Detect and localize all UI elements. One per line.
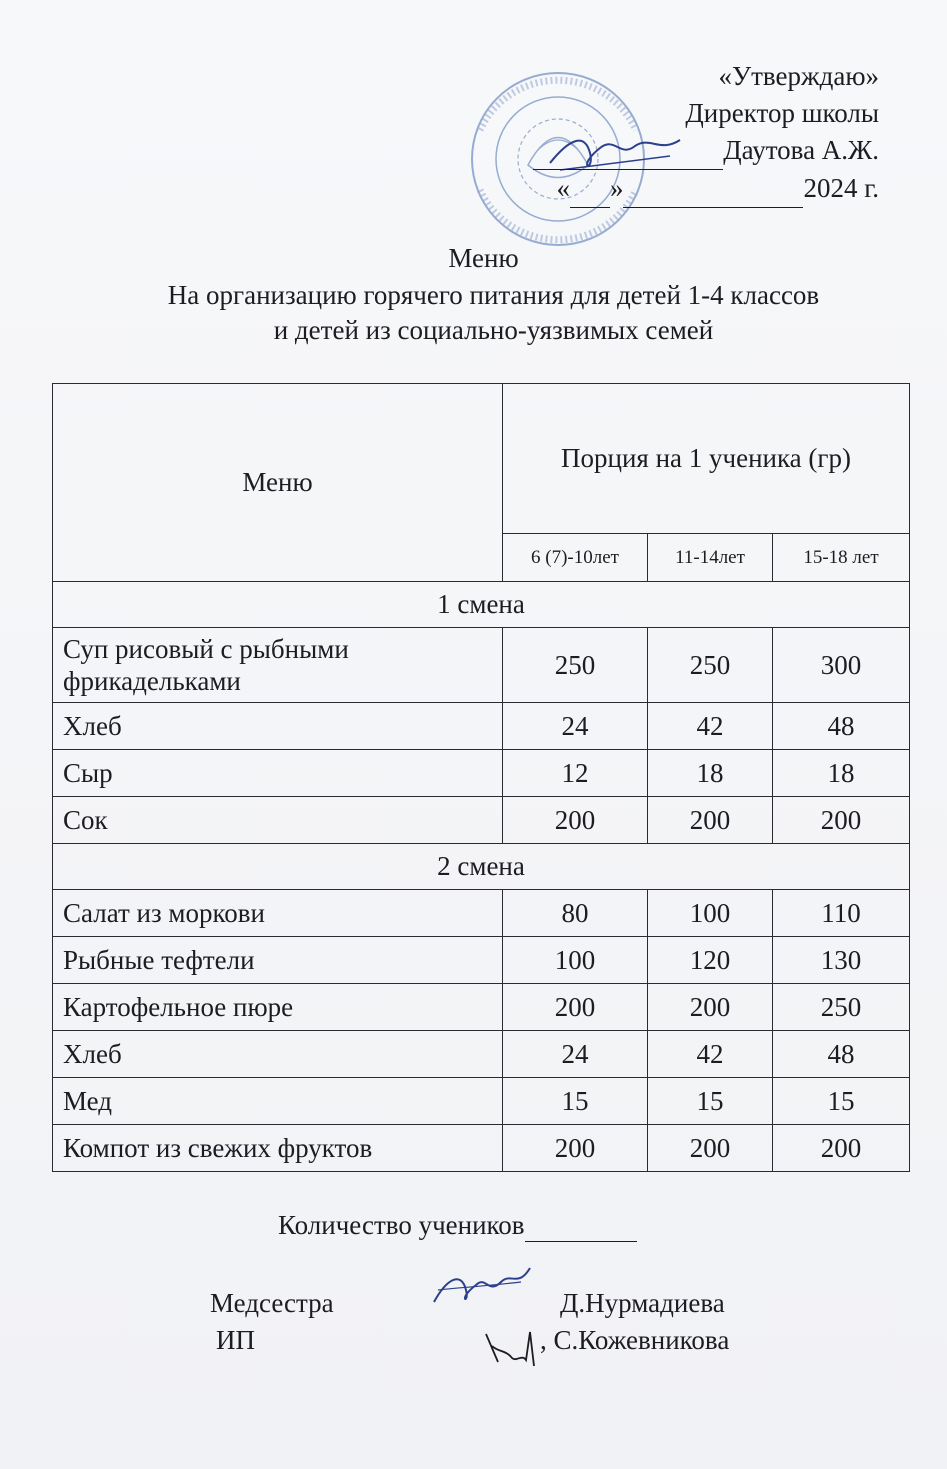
director-name-line xyxy=(533,132,879,170)
table-row xyxy=(53,937,910,984)
portion-value: 24 xyxy=(503,703,648,750)
table-row xyxy=(53,797,910,844)
portion-value: 250 xyxy=(648,628,773,703)
portion-value: 18 xyxy=(648,750,773,797)
approval-heading: «Утверждаю» xyxy=(718,61,879,91)
student-count-label: Количество учеников xyxy=(278,1210,525,1240)
nurse-name: Д.Нурмадиева xyxy=(560,1288,725,1318)
portion-value: 200 xyxy=(503,1125,648,1172)
table-row xyxy=(53,1031,910,1078)
table-row xyxy=(53,984,910,1031)
dish-name: Картофельное пюре xyxy=(53,984,503,1031)
dish-name: Мед xyxy=(53,1078,503,1125)
table-row xyxy=(53,1078,910,1125)
dish-name: Сыр xyxy=(53,750,503,797)
ip-name-line: , С.Кожевникова xyxy=(540,1325,730,1355)
portion-value: 42 xyxy=(648,703,773,750)
table-row xyxy=(53,890,910,937)
dish-name: Суп рисовый с рыбными фрикадельками xyxy=(53,628,503,703)
header-age-2: 11-14лет xyxy=(648,534,773,582)
portion-value: 200 xyxy=(648,1125,773,1172)
portion-value: 15 xyxy=(648,1078,773,1125)
director-name: Даутова А.Ж. xyxy=(723,135,879,165)
director-title: Директор школы xyxy=(685,98,879,128)
table-row xyxy=(53,1125,910,1172)
document-subtitle-1: На организацию горячего питания для детей 1-4 классов xyxy=(167,280,820,310)
shift-label: 1 смена xyxy=(53,582,910,628)
portion-value: 100 xyxy=(648,890,773,937)
student-count-line xyxy=(278,1210,637,1242)
approval-block xyxy=(533,58,879,208)
header-age-3: 15-18 лет xyxy=(773,534,910,582)
portion-value: 15 xyxy=(773,1078,910,1125)
portion-value: 48 xyxy=(773,1031,910,1078)
portion-value: 48 xyxy=(773,703,910,750)
menu-table xyxy=(52,383,910,1172)
portion-value: 12 xyxy=(503,750,648,797)
shift-label: 2 смена xyxy=(53,844,910,890)
portion-value: 100 xyxy=(503,937,648,984)
portion-value: 250 xyxy=(503,628,648,703)
portion-value: 120 xyxy=(648,937,773,984)
document-subtitle-2: и детей из социально-уязвимых семей xyxy=(273,315,714,345)
portion-value: 42 xyxy=(648,1031,773,1078)
dish-name: Салат из моркови xyxy=(53,890,503,937)
portion-value: 250 xyxy=(773,984,910,1031)
portion-value: 200 xyxy=(773,797,910,844)
header-age-1: 6 (7)-10лет xyxy=(503,534,648,582)
date-open-quote: « xyxy=(556,173,570,203)
ip-name: С.Кожевникова xyxy=(553,1325,730,1355)
portion-value: 200 xyxy=(503,797,648,844)
dish-name: Компот из свежих фруктов xyxy=(53,1125,503,1172)
portion-value: 200 xyxy=(773,1125,910,1172)
nurse-signature xyxy=(426,1260,536,1320)
ip-role: ИП xyxy=(216,1325,255,1355)
document-title: Меню xyxy=(448,243,519,273)
header-portion: Порция на 1 ученика (гр) xyxy=(503,384,910,534)
dish-name: Сок xyxy=(53,797,503,844)
dish-name: Рыбные тефтели xyxy=(53,937,503,984)
table-row xyxy=(53,703,910,750)
portion-value: 18 xyxy=(773,750,910,797)
approval-year: 2024 г. xyxy=(803,173,879,203)
nurse-role: Медсестра xyxy=(210,1288,334,1318)
dish-name: Хлеб xyxy=(53,1031,503,1078)
portion-value: 15 xyxy=(503,1078,648,1125)
table-row xyxy=(53,628,910,703)
portion-value: 200 xyxy=(648,984,773,1031)
portion-value: 200 xyxy=(503,984,648,1031)
portion-value: 80 xyxy=(503,890,648,937)
portion-value: 200 xyxy=(648,797,773,844)
ip-signature xyxy=(478,1322,548,1372)
portion-value: 300 xyxy=(773,628,910,703)
dish-name: Хлеб xyxy=(53,703,503,750)
header-menu: Меню xyxy=(53,384,503,582)
portion-value: 110 xyxy=(773,890,910,937)
date-close-quote: » xyxy=(609,173,624,203)
portion-value: 24 xyxy=(503,1031,648,1078)
portion-value: 130 xyxy=(773,937,910,984)
approval-date-line xyxy=(533,170,879,208)
table-row xyxy=(53,750,910,797)
